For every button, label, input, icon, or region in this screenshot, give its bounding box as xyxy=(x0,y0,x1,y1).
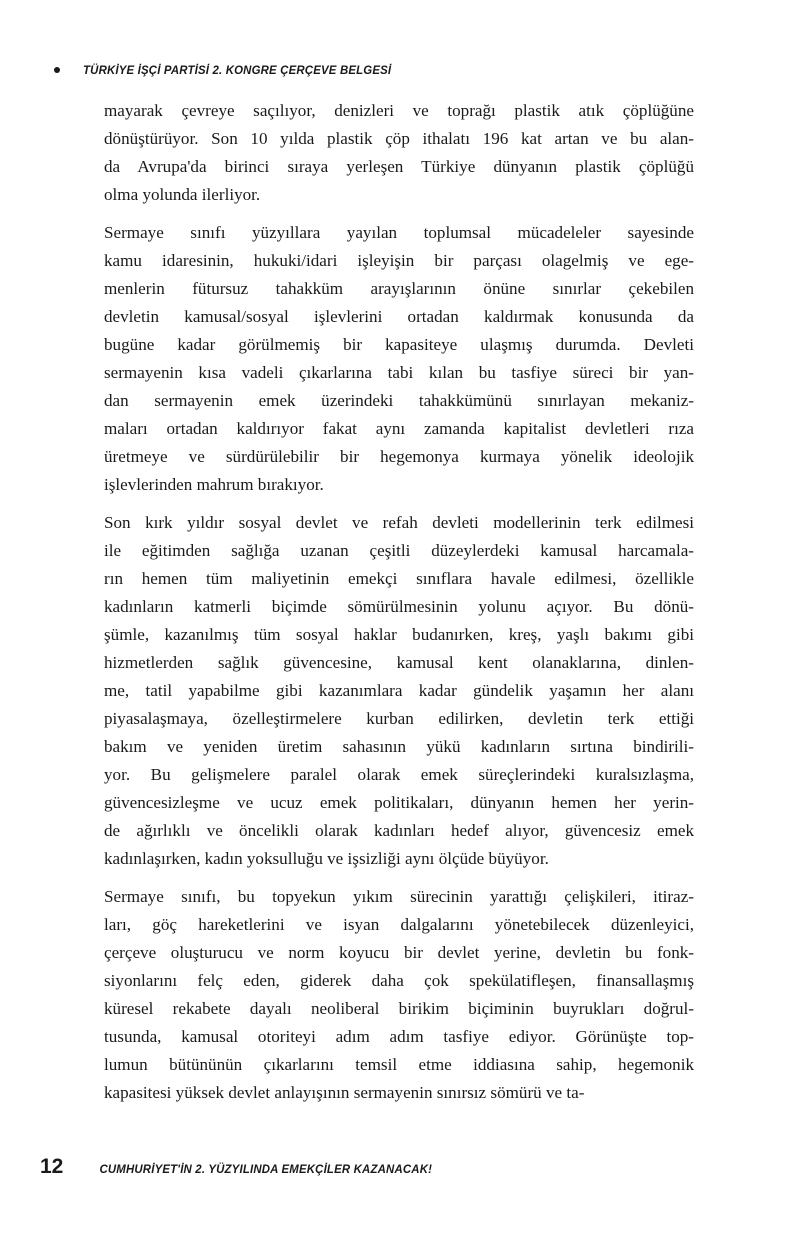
text-line: bakım ve yeniden üretim sahasının yükü kadınların sırtına bindirili- xyxy=(104,737,694,756)
running-header-title: TÜRKİYE İŞÇİ PARTİSİ 2. KONGRE ÇERÇEVE BELGESİ xyxy=(83,63,392,77)
text-line: Sermaye sınıfı, bu topyekun yıkım sürecinin yarattığı çelişkileri, itiraz- xyxy=(104,887,694,906)
text-line: şümle, kazanılmış tüm sosyal haklar budanırken, kreş, yaşlı bakımı gibi xyxy=(104,625,694,644)
text-line: üretmeye ve sürdürülebilir bir hegemonya kurmaya yönelik ideolojik xyxy=(104,447,694,466)
text-line: maları ortadan kaldırıyor fakat aynı zamanda kapitalist devletleri rıza xyxy=(104,419,694,438)
text-line: ile eğitimden sağlığa uzanan çeşitli düzeylerdeki kamusal harcamala- xyxy=(104,541,694,560)
paragraph-para-2 xyxy=(104,219,694,499)
text-line: menlerin fütursuz tahakküm arayışlarının önüne sınırlar çekebilen xyxy=(104,279,694,298)
text-line: kadınların katmerli biçimde sömürülmesinin yolunu açıyor. Bu dönü- xyxy=(104,597,694,616)
text-line: lumun bütününün çıkarlarını temsil etme iddiasına sahip, hegemonik xyxy=(104,1055,694,1074)
text-line: siyonlarını felç eden, giderek daha çok spekülatifleşen, finansallaşmış xyxy=(104,971,694,990)
paragraph-para-3 xyxy=(104,509,694,873)
page-number: 12 xyxy=(40,1155,64,1178)
running-header xyxy=(50,60,710,80)
text-line: de ağırlıklı ve öncelikli olarak kadınları hedef alıyor, güvencesiz emek xyxy=(104,821,694,840)
text-line: devletin kamusal/sosyal işlevlerini ortadan kaldırmak konusunda da xyxy=(104,307,694,326)
text-line: bugüne kadar görülmemiş bir kapasiteye ulaşmış durumda. Devleti xyxy=(104,335,694,354)
bullet-icon xyxy=(54,67,60,73)
text-line: Son kırk yıldır sosyal devlet ve refah devleti modellerinin terk edilmesi xyxy=(104,513,694,532)
text-line: kamu idaresinin, hukuki/idari işleyişin bir parçası olagelmiş ve ege- xyxy=(104,251,694,270)
body-text-column xyxy=(104,97,694,1107)
text-line: hizmetlerden sağlık güvencesine, kamusal kent olanaklarına, dinlen- xyxy=(104,653,694,672)
text-line: me, tatil yapabilme gibi kazanımlara kadar gündelik yaşamın her alanı xyxy=(104,681,694,700)
footer-title: CUMHURİYET'İN 2. YÜZYILINDA EMEKÇİLER KAZANACAK! xyxy=(99,1162,433,1176)
text-line: güvencesizleşme ve ucuz emek politikaları, dünyanın hemen her yerin- xyxy=(104,793,694,812)
text-line: piyasalaşmaya, özelleştirmelere kurban edilirken, devletin terk ettiği xyxy=(104,709,694,728)
text-line: mayarak çevreye saçılıyor, denizleri ve toprağı plastik atık çöplüğüne xyxy=(104,101,694,120)
text-line: sermayenin kısa vadeli çıkarlarına tabi kılan bu tasfiye süreci bir yan- xyxy=(104,363,694,382)
text-line: olma yolunda ilerliyor. xyxy=(104,185,261,204)
text-line: işlevlerinden mahrum bırakıyor. xyxy=(104,475,324,494)
text-line: dan sermayenin emek üzerindeki tahakkümünü sınırlayan mekaniz- xyxy=(104,391,694,410)
paragraph-para-1 xyxy=(104,97,694,209)
text-line: tusunda, kamusal otoriteyi adım adım tasfiye ediyor. Görünüşte top- xyxy=(104,1027,694,1046)
text-line: yor. Bu gelişmelere paralel olarak emek süreçlerindeki kuralsızlaşma, xyxy=(104,765,694,784)
text-line: rın hemen tüm maliyetinin emekçi sınıflara havale edilmesi, özellikle xyxy=(104,569,694,588)
paragraph-para-4 xyxy=(104,883,694,1107)
text-line: çerçeve oluşturucu ve norm koyucu bir devlet yerine, devletin bu fonk- xyxy=(104,943,694,962)
text-line: kapasitesi yüksek devlet anlayışının sermayenin sınırsız sömürü ve ta- xyxy=(104,1083,585,1102)
text-line: küresel rekabete dayalı neoliberal birikim biçiminin buyrukları doğrul- xyxy=(104,999,694,1018)
text-line: da Avrupa'da birinci sıraya yerleşen Türkiye dünyanın plastik çöplüğü xyxy=(104,157,694,176)
text-line: dönüştürüyor. Son 10 yılda plastik çöp ithalatı 196 kat artan ve bu alan- xyxy=(104,129,694,148)
page-footer xyxy=(40,1155,447,1181)
text-line: ları, göç hareketlerini ve isyan dalgalarını yönetebilecek düzenleyici, xyxy=(104,915,694,934)
text-line: kadınlaşırken, kadın yoksulluğu ve işsizliği aynı ölçüde büyüyor. xyxy=(104,849,549,868)
text-line: Sermaye sınıfı yüzyıllara yayılan toplumsal mücadeleler sayesinde xyxy=(104,223,694,242)
